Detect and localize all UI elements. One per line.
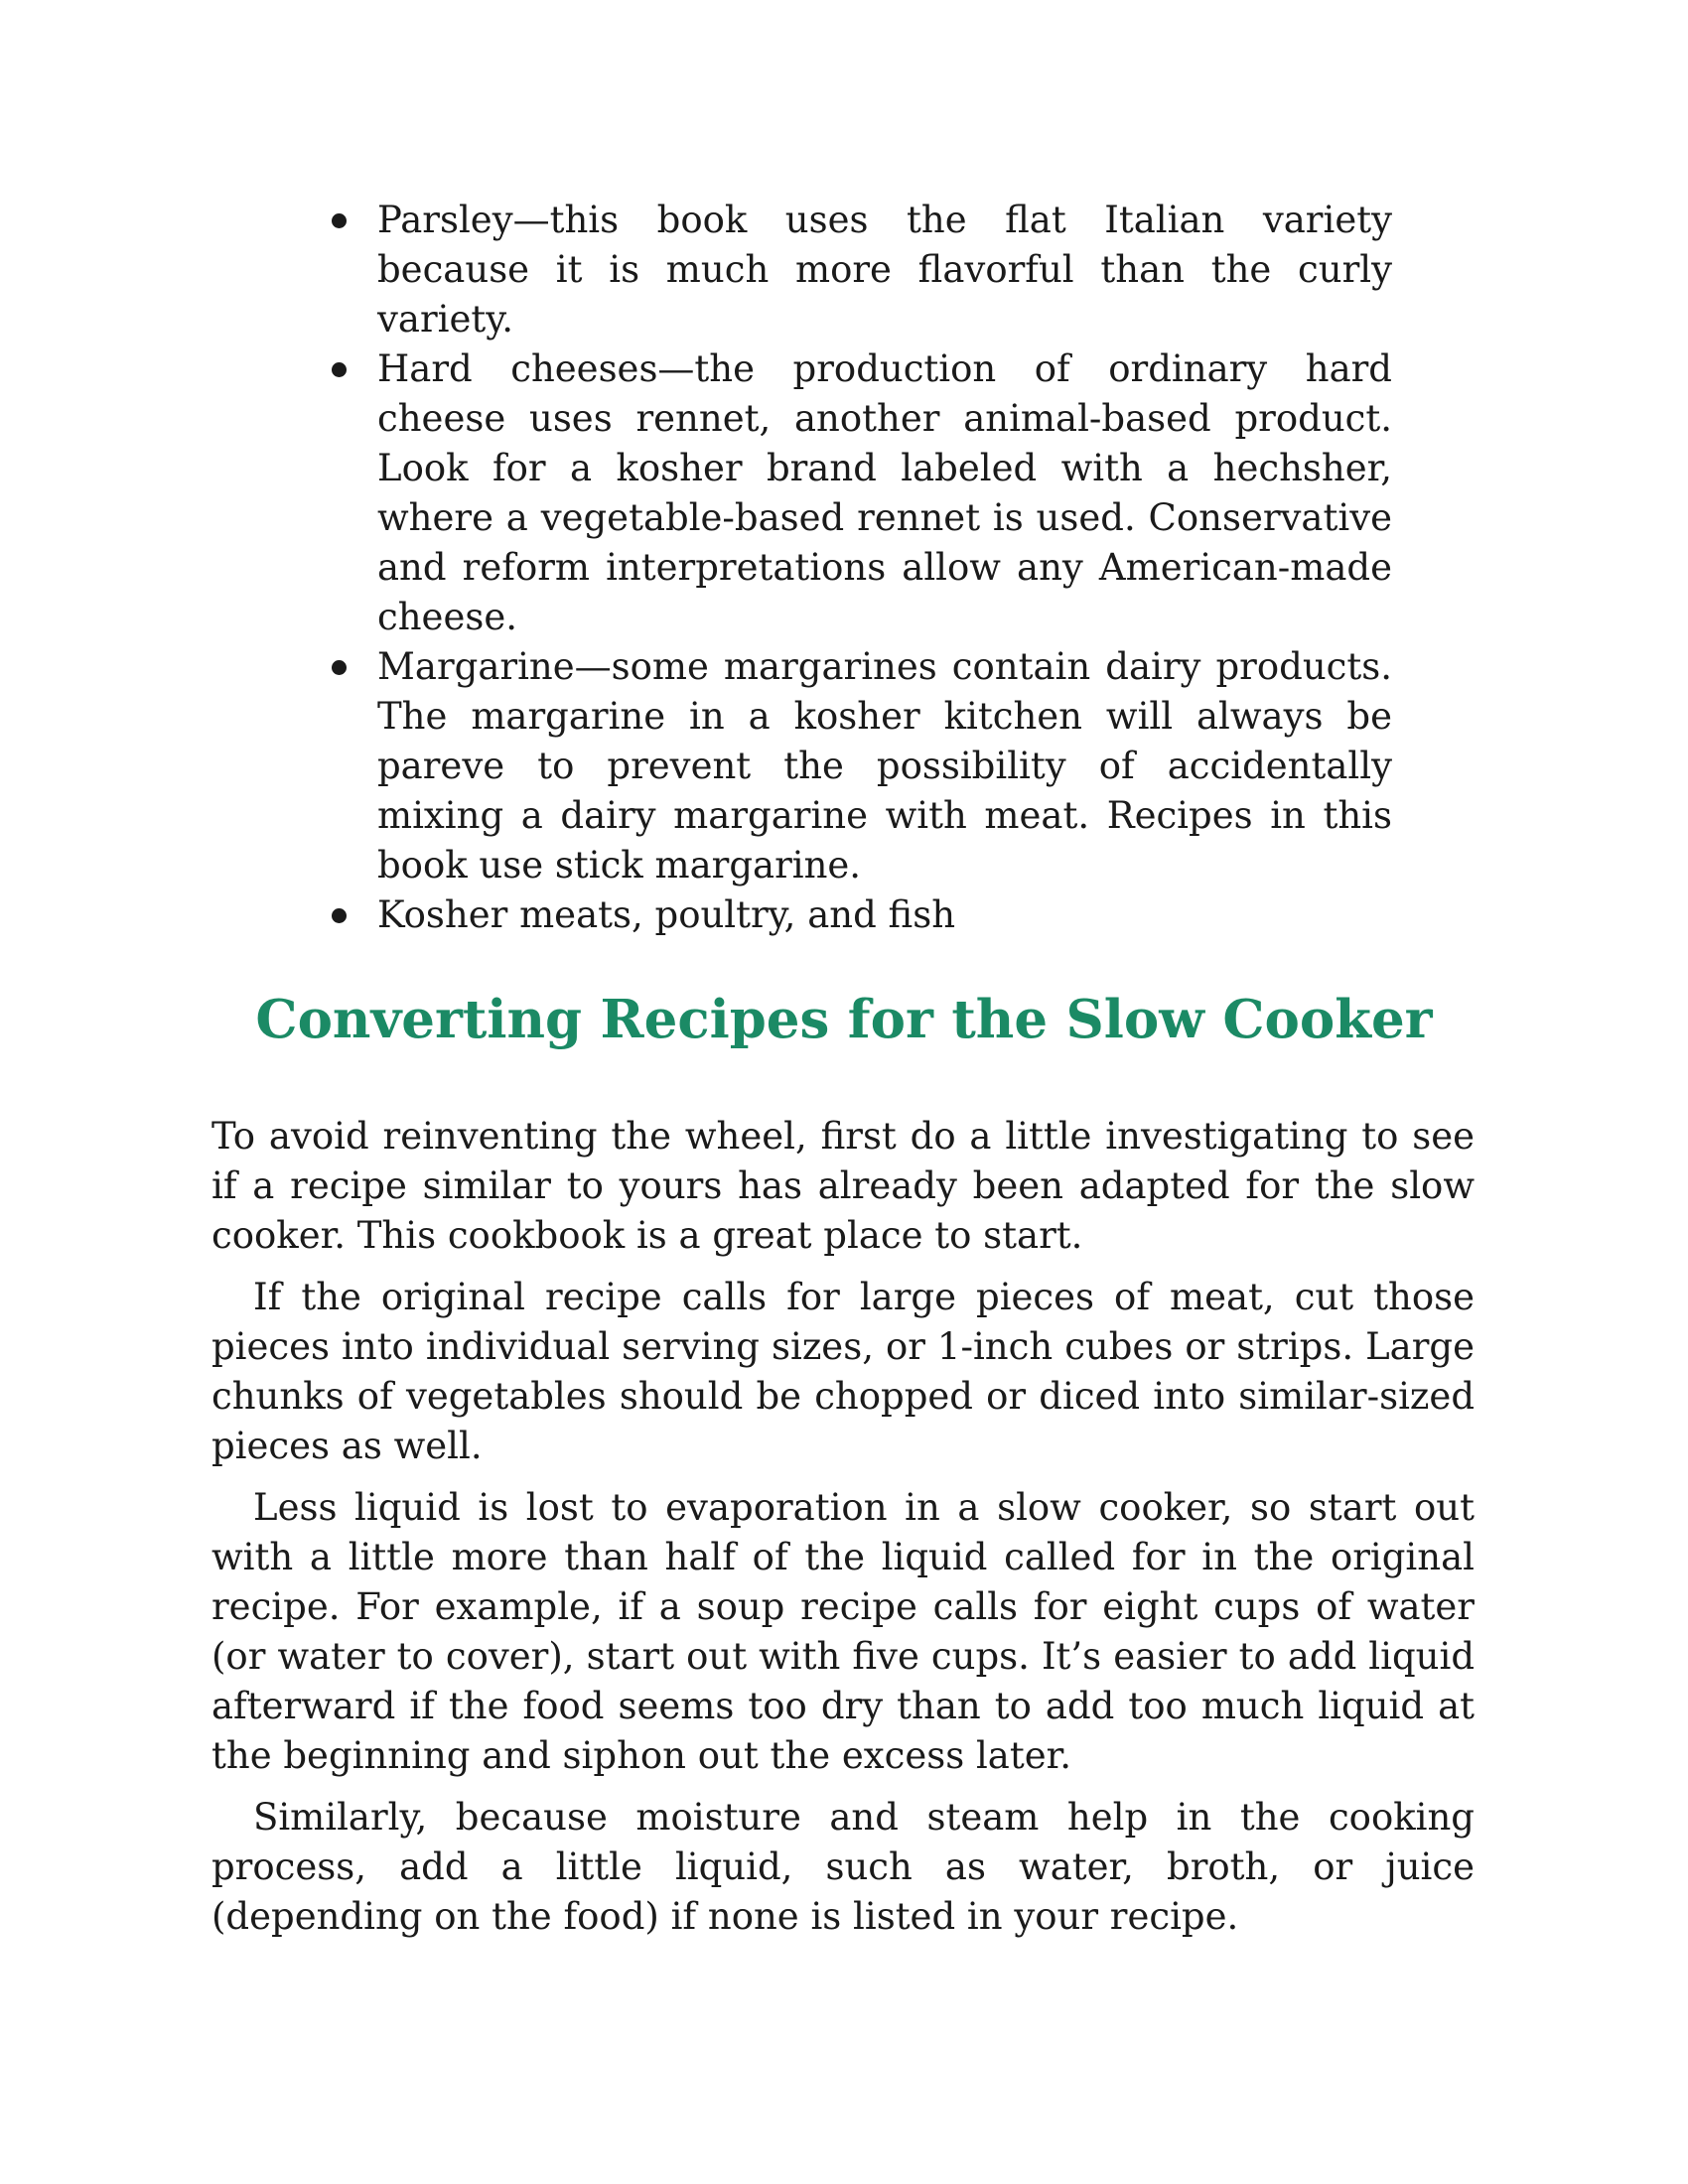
bullet-item-parsley <box>332 196 1392 344</box>
bullet-item-hard-cheeses <box>332 344 1392 642</box>
bullet-text: Parsley—this book uses the flat Italian variety because it is much more flavorful than the curly variety. <box>377 199 1392 341</box>
bullet-dot-icon <box>332 213 347 228</box>
paragraph: Less liquid is lost to evaporation in a slow cooker, so start out with a little more than half of the liquid called for in the original recipe. For example, if a soup recipe calls for eight cups of water (or water to cover), start out with five cups. It’s easier to add liquid afterward if the food seems too dry than to add too much liquid at the beginning and siphon out the excess later. <box>211 1486 1475 1777</box>
bullet-dot-icon <box>332 362 347 377</box>
paragraph: To avoid reinventing the wheel, first do a little investigating to see if a recipe similar to yours has already been adapted for the slow cooker. This cookbook is a great place to start. <box>211 1115 1475 1257</box>
section-body <box>211 1112 1475 1954</box>
section-heading: Converting Recipes for the Slow Cooker <box>255 989 1433 1050</box>
bullet-text: Kosher meats, poultry, and fish <box>377 893 956 936</box>
bullet-item-margarine <box>332 642 1392 890</box>
paragraph: If the original recipe calls for large pieces of meat, cut those pieces into individual serving sizes, or 1-inch cubes or strips. Large chunks of vegetables should be chopped or diced into similar-sized pieces as well. <box>211 1276 1475 1467</box>
ingredient-bullet-list <box>332 196 1392 940</box>
bullet-text: Hard cheeses—the production of ordinary hard cheese uses rennet, another animal-based product. Look for a kosher brand labeled with a hechsher, where a vegetable-based rennet is used. Conservative and reform interpretations allow any American-made cheese. <box>377 347 1392 638</box>
bullet-dot-icon <box>332 660 347 675</box>
bullet-dot-icon <box>332 908 347 923</box>
paragraph: Similarly, because moisture and steam help in the cooking process, add a little liquid, such as water, broth, or juice (depending on the food) if none is listed in your recipe. <box>211 1796 1475 1938</box>
bullet-item-kosher-meats <box>332 890 1392 940</box>
bullet-text: Margarine—some margarines contain dairy products. The margarine in a kosher kitchen will always be pareve to prevent the possibility of accidentally mixing a dairy margarine with meat. Recipes in this book use stick margarine. <box>377 645 1392 887</box>
